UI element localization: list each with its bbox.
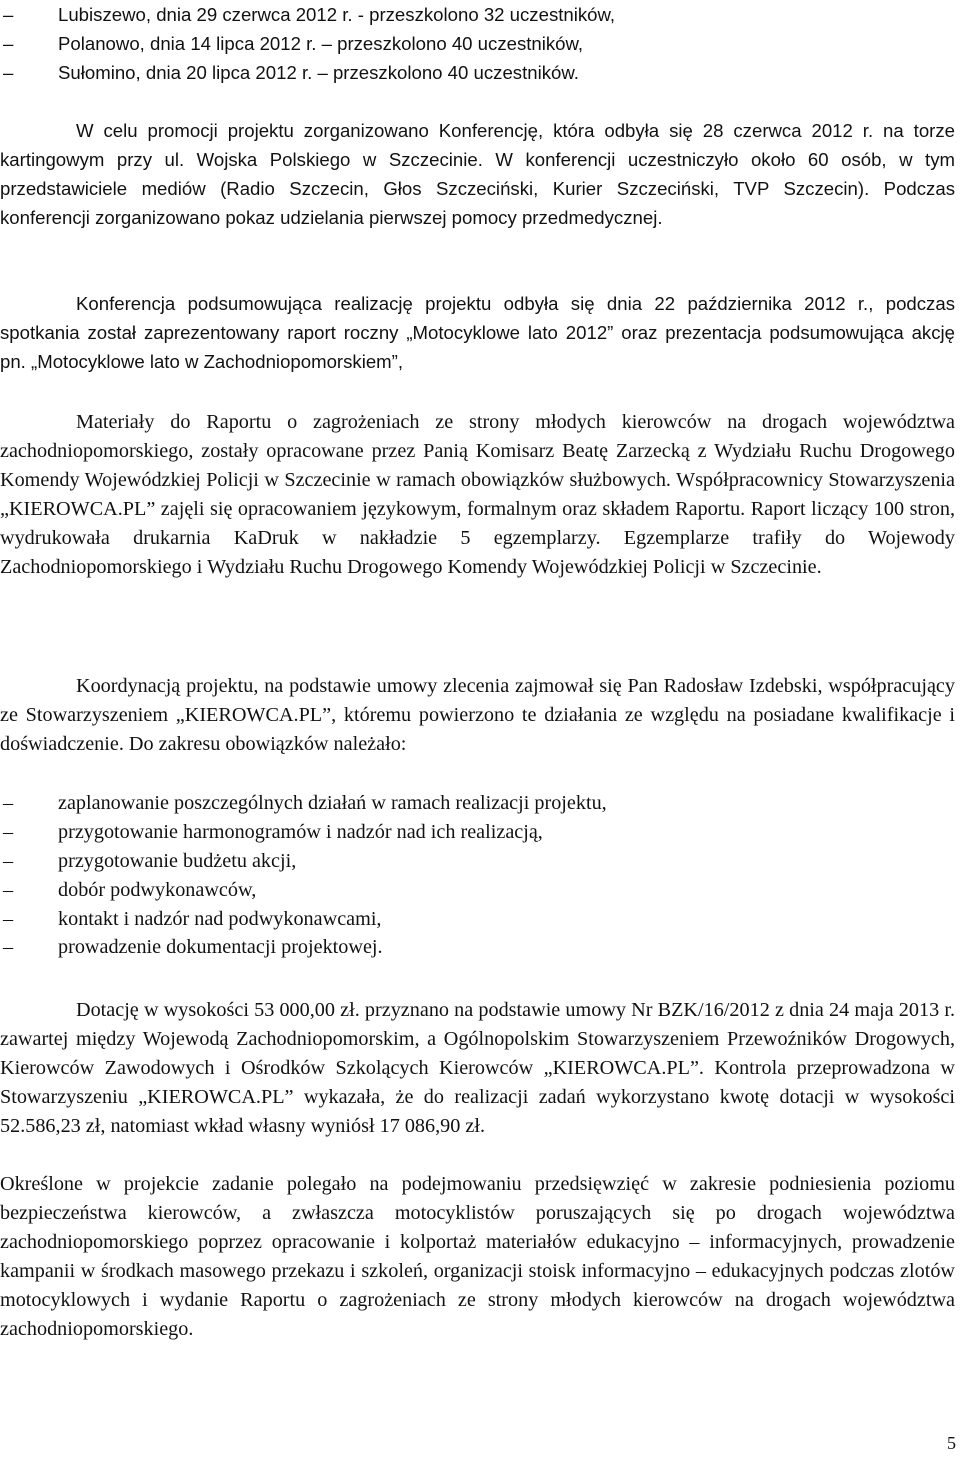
- grant-paragraph: Dotację w wysokości 53 000,00 zł. przyznano na podstawie umowy Nr BZK/16/2012 z dnia 24 maja 2013 r. zawartej między Wojewodą Zachodniopomorskim, a Ogólnopolskim Stowarzyszeniem Przewoźników Drogowych, Kierowców Zawodowych i Ośrodków Szkolących Kierowców „KIEROWCA.PL”. Kontrola przeprowadzona w Stowarzyszeniu „KIEROWCA.PL” wykazała, że do realizacji zadań wykorzystano kwotę dotacji w wysokości 52.586,23 zł, natomiast wkład własny wyniósł 17 086,90 zł.: [0, 999, 955, 1137]
- dash-marker: –: [3, 878, 14, 901]
- page-number: 5: [947, 1433, 956, 1453]
- dash-marker: –: [3, 849, 14, 872]
- dash-marker: –: [3, 907, 14, 930]
- list-item-text: Lubiszewo, dnia 29 czerwca 2012 r. - przeszkolono 32 uczestników,: [58, 4, 616, 25]
- list-item: [0, 818, 955, 847]
- dash-marker: –: [3, 936, 14, 959]
- list-item-text: przygotowanie budżetu akcji,: [58, 849, 297, 872]
- conference-paragraph: W celu promocji projektu zorganizowano Konferencję, która odbyła się 28 czerwca 2012 r. na torze kartingowym przy ul. Wojska Polskiego w Szczecinie. W konferencji uczestniczyło około 60 osób, w tym przedstawiciele mediów (Radio Szczecin, Głos Szczeciński, Kurier Szczeciński, TVP Szczecin). Podczas konferencji zorganizowano pokaz udzielania pierwszej pomocy przedmedycznej.: [0, 120, 955, 228]
- dash-marker: –: [3, 61, 14, 83]
- summary-conference-paragraph: Konferencja podsumowująca realizację projektu odbyła się dnia 22 października 2012 r., podczas spotkania został zaprezentowany raport roczny „Motocyklowe lato 2012” oraz prezentacja podsumowująca akcję pn. „Motocyklowe lato w Zachodniopomorskiem”,: [0, 293, 955, 372]
- list-item-text: Polanowo, dnia 14 lipca 2012 r. – przeszkolono 40 uczestników,: [58, 32, 584, 54]
- training-list: [0, 1, 955, 88]
- list-item-text: kontakt i nadzór nad podwykonawcami,: [58, 907, 382, 930]
- list-item: [0, 30, 955, 59]
- dash-marker: –: [3, 792, 14, 814]
- list-item-text: Sułomino, dnia 20 lipca 2012 r. – przeszkolono 40 uczestników.: [58, 61, 579, 83]
- dash-marker: –: [3, 4, 14, 25]
- list-item-text: przygotowanie harmonogramów i nadzór nad ich realizacją,: [58, 820, 543, 843]
- dash-marker: –: [3, 820, 14, 843]
- list-item: [0, 1, 955, 30]
- list-item: [0, 876, 955, 905]
- task-paragraph: Określone w projekcie zadanie polegało na podejmowaniu przedsięwzięć w zakresie podniesienia poziomu bezpieczeństwa kierowców, a zwłaszcza motocyklistów poruszających się po drogach województwa zachodniopomorskiego poprzez opracowanie i kolportaż materiałów edukacyjno – informacyjnych, prowadzenie kampanii w środkach masowego przekazu i szkoleń, organizacji stoisk informacyjno – edukacyjnych podczas zlotów motocyklowych i wydanie Raportu o zagrożeniach ze strony młodych kierowców na drogach województwa zachodniopomorskiego.: [0, 1173, 955, 1340]
- list-item: [0, 789, 955, 818]
- list-item: [0, 905, 955, 934]
- duties-list: [0, 789, 955, 962]
- report-materials-paragraph: Materiały do Raportu o zagrożeniach ze strony młodych kierowców na drogach województwa zachodniopomorskiego, zostały opracowane przez Panią Komisarz Beatę Zarzecką z Wydziału Ruchu Drogowego Komendy Wojewódzkiej Policji w Szczecinie w ramach obowiązków służbowych. Współpracownicy Stowarzyszenia „KIEROWCA.PL” zajęli się opracowaniem językowym, formalnym oraz składem Raportu. Raport liczący 100 stron, wydrukowała drukarnia KaDruk w nakładzie 5 egzemplarzy. Egzemplarze trafiły do Wojewody Zachodniopomorskiego i Wydziału Ruchu Drogowego Komendy Wojewódzkiej Policji w Szczecinie.: [0, 411, 955, 578]
- dash-marker: –: [3, 32, 14, 54]
- list-item-text: dobór podwykonawców,: [58, 878, 257, 901]
- list-item: [0, 847, 955, 876]
- list-item: [0, 933, 955, 962]
- list-item-text: zaplanowanie poszczególnych działań w ramach realizacji projektu,: [58, 792, 607, 814]
- list-item: [0, 59, 955, 88]
- coordination-paragraph: Koordynacją projektu, na podstawie umowy zlecenia zajmował się Pan Radosław Izdebski, współpracujący ze Stowarzyszeniem „KIEROWCA.PL”, któremu powierzono te działania ze względu na posiadane kwalifikacje i doświadczenie. Do zakresu obowiązków należało:: [0, 675, 955, 755]
- list-item-text: prowadzenie dokumentacji projektowej.: [58, 936, 383, 959]
